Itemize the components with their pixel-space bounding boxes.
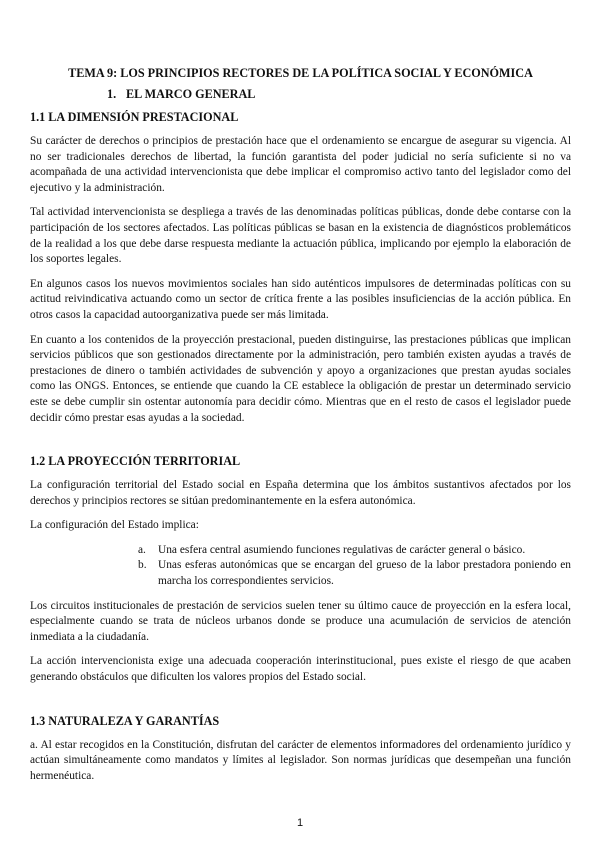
list-item [138,558,571,589]
list-marker: a. [138,543,146,556]
section-spacer [30,695,571,714]
list-item-text: Una esfera central asumiendo funciones regulativas de carácter general o básico. [158,543,526,556]
document-body [30,66,571,793]
section-heading-dimension-prestacional: 1.1 LA DIMENSIÓN PRESTACIONAL [30,110,239,124]
section-heading-proyeccion-territorial: 1.2 LA PROYECCIÓN TERRITORIAL [30,454,241,469]
ordered-list [30,543,571,590]
subtitle-number: 1. [107,87,117,101]
section-heading-naturaleza-garantias: 1.3 NATURALEZA Y GARANTÍAS [30,713,220,728]
document-title: TEMA 9: LOS PRINCIPIOS RECTORES DE LA POLÍTICA SOCIAL Y ECONÓMICA [68,66,533,80]
paragraph: a. Al estar recogidos en la Constitución, disfrutan del carácter de elementos informadores del ordenamiento jurídico y actúan simultáneamente como mandatos y límites al legislador. Son normas jurídicas que desempeñan una función hermenéutica. [30,738,571,782]
list-marker: b. [138,559,147,572]
page-number: 1 [296,817,304,829]
document-subtitle [107,87,571,102]
paragraph: En cuanto a los contenidos de la proyección prestacional, pueden distinguirse, las prestaciones públicas que implican servicios públicos que son gestionados directamente por la administración, pero también existen ayudas a través de prestaciones de dinero o también actividades de subvención y apoyo a organizaciones que prestan ayudas sociales como las ONGS. Entonces, se entiende que cuando la CE establece la obligación de prestar un determinado servicio este se debe cumplir sin ostentar autonomía para decidir cómo. Mientras que en el resto de casos el legislador puede decidir cómo prestar esas ayudas a la sociedad. [30,333,571,424]
paragraph: La configuración territorial del Estado social en España determina que los ámbitos sustantivos afectados por los derechos y principios rectores se sitúan predominantemente en la esfera autonómica. [30,479,571,507]
paragraph: En algunos casos los nuevos movimientos sociales han sido auténticos impulsores de determinadas políticas con su actitud reivindicativa actuando como un sector de crítica frente a las posibles insuficiencias de la acción pública. En otros casos la capacidad autoorganizativa puede ser más limitada. [30,277,571,321]
paragraph: La acción intervencionista exige una adecuada cooperación interinstitucional, pues existe el riesgo de que acaben generando obstáculos que dificulten los valores propios del Estado social. [30,655,571,684]
subtitle-text: EL MARCO GENERAL [126,87,256,101]
paragraph: La configuración del Estado implica: [30,519,199,532]
paragraph: Los circuitos institucionales de prestación de servicios suelen tener su último cauce de proyección en la esfera local, especialmente cuando se trata de núcleos urbanos donde se produce una acumulación de servicios de atención inmediata a la ciudadanía. [30,599,571,643]
section-spacer [30,435,571,454]
list-item-text: Unas esferas autonómicas que se encargan del grueso de la labor prestadora poniendo en marcha los correspondientes servicios. [158,559,571,588]
paragraph: Su carácter de derechos o principios de prestación hace que el ordenamiento se encargue de asegurar su vigencia. Al no ser tradicionales derechos de libertad, la función garantista del poder judicial no sería suficiente si no va acompañada de una actividad intervencionista que debe implicar el compromiso activo tanto del legislador como del ejecutivo y la administración. [30,135,571,194]
paragraph: Tal actividad intervencionista se despliega a través de las denominadas políticas públicas, donde debe contarse con la participación de los sectores afectados. Las políticas públicas se basan en la existencia de diagnósticos problemáticos de la realidad a los que debe darse respuesta mediante la actuación pública, implicando por ejemplo la elaboración de los soportes legales. [30,206,571,266]
list-item [138,543,571,559]
